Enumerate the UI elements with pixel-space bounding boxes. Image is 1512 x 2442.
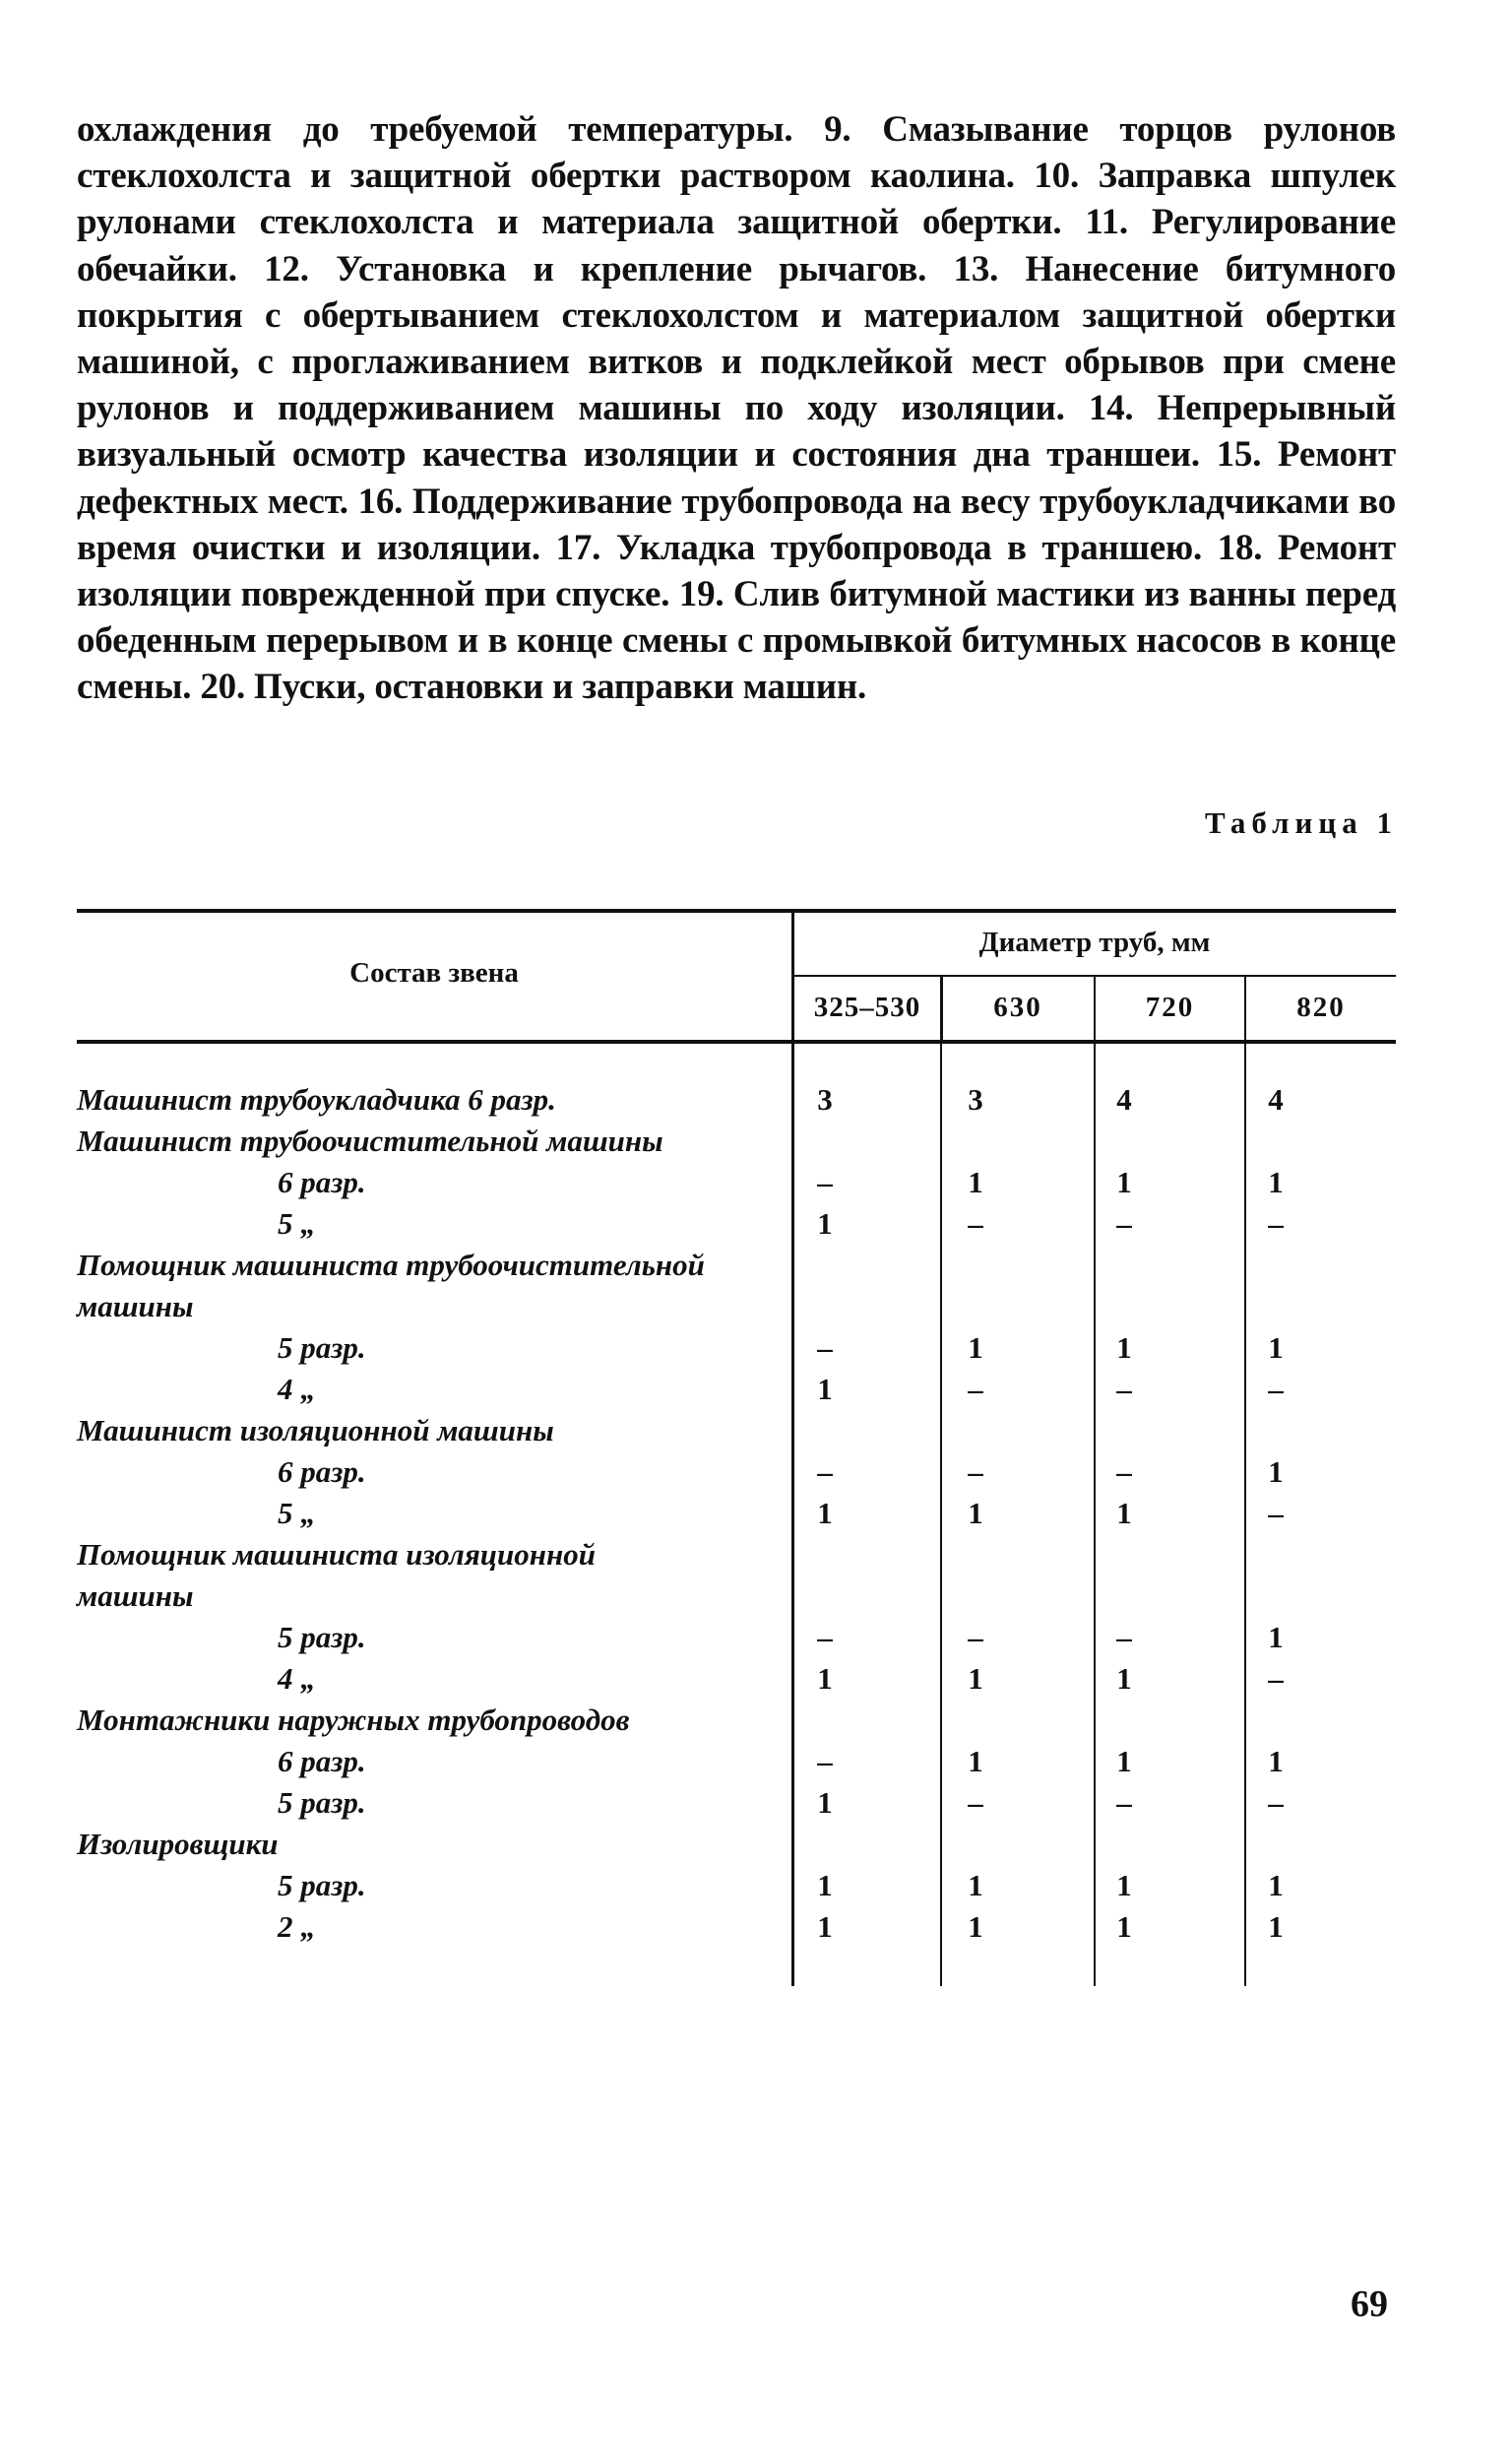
cell-value: – [1268,1206,1284,1241]
cell-value: 1 [968,1661,983,1696]
cell-value: 1 [1268,1744,1284,1778]
table-row [77,1658,1396,1700]
table-row [77,1824,1396,1865]
cell-value: – [817,1165,833,1199]
cell-value: 1 [1116,1496,1132,1530]
cell-value: 1 [817,1868,833,1902]
table-row [77,1245,1396,1286]
cell-value: 1 [1268,1868,1284,1902]
row-label: 5 „ [278,1206,316,1241]
header-col-630: 630 [993,992,1042,1023]
row-label: машины [77,1289,194,1323]
row-label: Машинист трубоочистительной машины [77,1124,663,1158]
cell-value: 1 [1116,1330,1132,1365]
row-label: Машинист изоляционной машины [77,1413,554,1447]
cell-value: – [1116,1620,1132,1654]
row-label: Монтажники наружных трубопроводов [77,1703,630,1737]
cell-value: 1 [1116,1165,1132,1199]
table-row [77,1534,1396,1575]
cell-value: 1 [1268,1454,1284,1489]
header-diameter-group: Диаметр труб, мм [978,927,1211,958]
cell-value: – [1116,1454,1132,1489]
table-row [77,1493,1396,1534]
cell-value: – [817,1620,833,1654]
table-row [77,1121,1396,1162]
row-label: 5 „ [278,1496,316,1530]
row-label: машины [77,1578,194,1613]
table-row [77,1079,1396,1121]
cell-value: – [1116,1785,1132,1820]
row-label: Помощник машиниста трубоочистительной [77,1248,705,1282]
cell-value: – [1268,1661,1284,1696]
table-row [77,1741,1396,1782]
header-col-720: 720 [1145,992,1195,1023]
cell-value: 1 [817,1661,833,1696]
row-label: 5 разр. [278,1785,366,1820]
cell-value: 1 [968,1496,983,1530]
row-label: Помощник машиниста изоляционной [77,1537,596,1572]
cell-value: – [1116,1206,1132,1241]
cell-value: – [817,1330,833,1365]
cell-value: – [1268,1496,1284,1530]
cell-value: – [968,1372,983,1406]
cell-value: 4 [1116,1082,1132,1117]
body-paragraph: охлаждения до требуемой температуры. 9. Смазывание торцов рулонов стеклохолста и защитной обертки раствором каолина. 10. Заправка шпулек рулонами стеклохолста и материала защитной обертки. 11. Регулирование обечайки. 12. Установка и крепление рычагов. 13. Нанесение битумного покрытия с обертыванием стеклохолстом и материалом защитной обертки машиной, с проглаживанием витков и подклейкой мест обрывов при смене рулонов и поддерживанием машины по ходу изоляции. 14. Непрерывный визуальный осмотр качества изоляции и состояния дна траншеи. 15. Ремонт дефектных мест. 16. Поддерживание трубопровода на весу трубоукладчиками во время очистки и изоляции. 17. Укладка трубопровода в траншею. 18. Ремонт изоляции поврежденной при спуске. 19. Слив битумной мастики из ванны перед обеденным перерывом и в конце смены с промывкой битумных насосов в конце смены. 20. Пуски, остановки и заправки машин. [77,109,1396,708]
cell-value: 3 [968,1082,983,1117]
table-row [77,1906,1396,1948]
cell-value: 1 [1268,1620,1284,1654]
page-number: 69 [1351,2283,1388,2325]
row-label: 6 разр. [278,1454,366,1489]
table-row [77,1451,1396,1493]
row-label: 4 „ [278,1661,316,1696]
table-caption: Таблица 1 [1205,805,1398,840]
cell-value: 1 [1116,1868,1132,1902]
cell-value: 1 [968,1909,983,1944]
row-label: 5 разр. [278,1868,366,1902]
row-label: Изолировщики [77,1827,279,1861]
cell-value: – [968,1785,983,1820]
cell-value: 4 [1268,1082,1284,1117]
row-label: 5 разр. [278,1620,366,1654]
cell-value: 1 [1268,1909,1284,1944]
row-label: Машинист трубоукладчика 6 разр. [77,1082,556,1117]
cell-value: – [1116,1372,1132,1406]
table-row [77,1782,1396,1824]
row-label: 5 разр. [278,1330,366,1365]
header-col-820: 820 [1296,992,1346,1023]
cell-value: – [968,1454,983,1489]
cell-value: 1 [817,1496,833,1530]
table-row [77,1575,1396,1617]
row-label: 6 разр. [278,1744,366,1778]
cell-value: – [968,1206,983,1241]
table-row [77,1327,1396,1369]
table-row [77,1865,1396,1906]
cell-value: 3 [817,1082,833,1117]
cell-value: 1 [1268,1330,1284,1365]
header-composition: Состав звена [349,957,519,989]
table-top-rule [77,909,1396,913]
row-label: 4 „ [278,1372,316,1406]
cell-value: 1 [1116,1744,1132,1778]
cell-value: 1 [968,1330,983,1365]
table-row [77,1162,1396,1203]
cell-value: – [817,1744,833,1778]
cell-value: 1 [817,1372,833,1406]
cell-value: – [1268,1785,1284,1820]
table-row [77,1617,1396,1658]
cell-value: 1 [968,1868,983,1902]
row-label: 2 „ [278,1909,316,1944]
table-body [77,1079,1396,1948]
cell-value: 1 [1116,1661,1132,1696]
table-row [77,1286,1396,1327]
cell-value: 1 [817,1785,833,1820]
table-row [77,1369,1396,1410]
cell-value: 1 [817,1206,833,1241]
table-row [77,1700,1396,1741]
cell-value: 1 [1116,1909,1132,1944]
cell-value: 1 [1268,1165,1284,1199]
cell-value: – [817,1454,833,1489]
header-col-325-530: 325–530 [813,992,921,1023]
cell-value: 1 [817,1909,833,1944]
row-label: 6 разр. [278,1165,366,1199]
header-bottom-rule [77,1040,1396,1044]
table-row [77,1410,1396,1451]
cell-value: 1 [968,1744,983,1778]
cell-value: – [1268,1372,1284,1406]
cell-value: – [968,1620,983,1654]
table-row [77,1203,1396,1245]
cell-value: 1 [968,1165,983,1199]
